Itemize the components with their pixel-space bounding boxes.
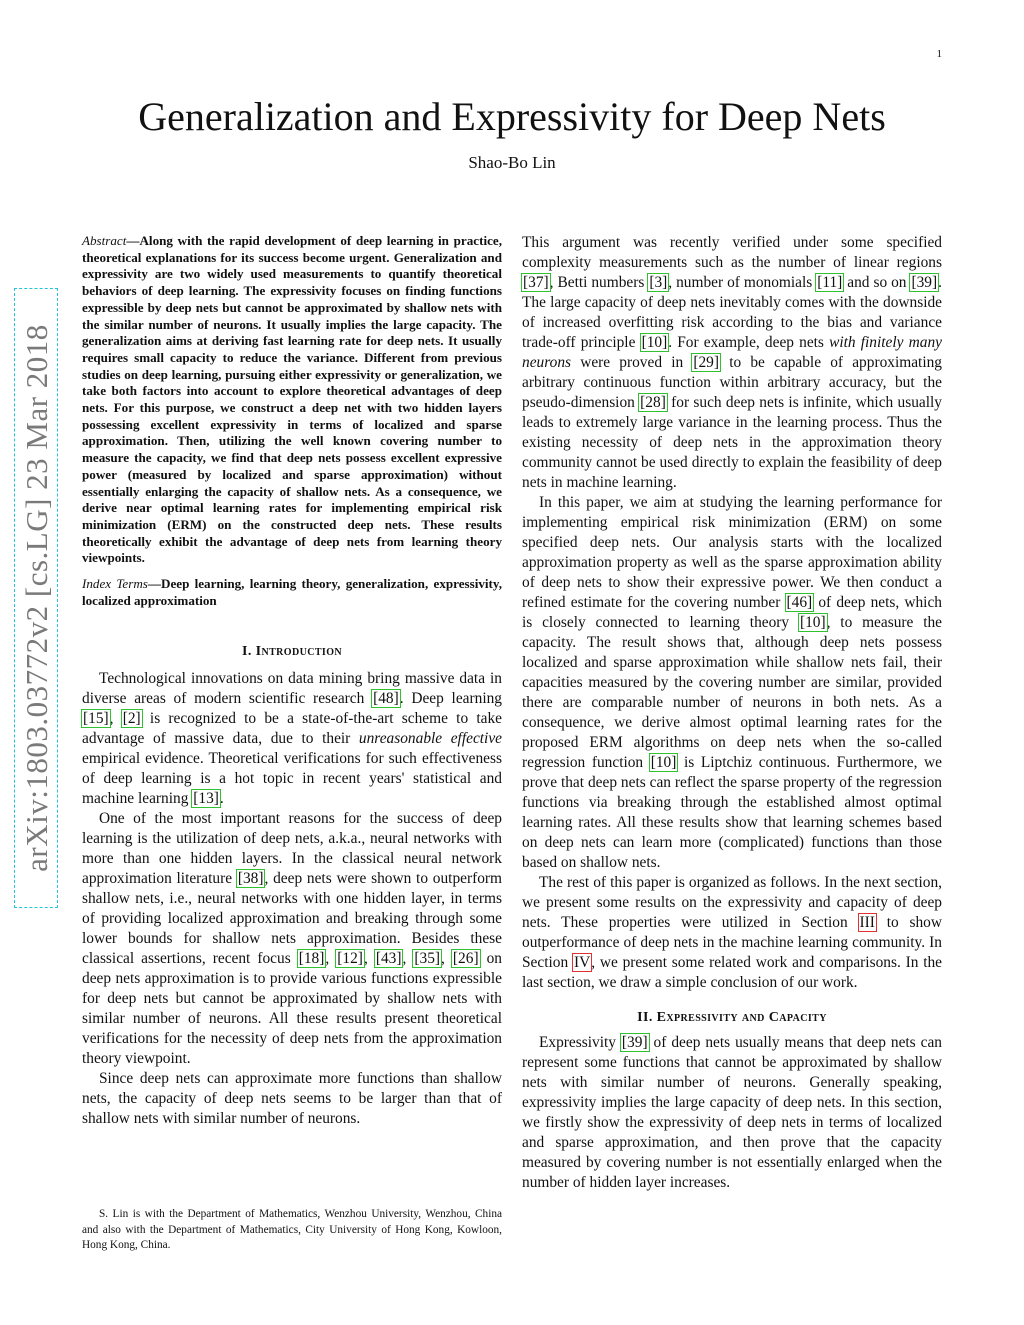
index-terms-text: —Deep learning, learning theory, generalization, expressivity, localized approximation [82, 576, 503, 608]
paper-author: Shao-Bo Lin [468, 153, 556, 172]
intro-paragraph-3: Since deep nets can approximate more functions than shallow nets, the capacity of deep nets seems to be larger than that of shallow nets with similar number of neurons. [82, 1070, 502, 1128]
citation-link[interactable]: [2] [122, 710, 141, 728]
right-paragraph-2: In this paper, we aim at studying the learning performance for implementing empirical risk minimization (ERM) on some specified deep nets. Our analysis starts with the localized approximation property as well as the sparse approximation ability of deep nets to show their expressive power. We then conduct a refined estimate for the covering number [46] of deep nets, which is closely connected to learning theory [10], to measure the capacity. The result shows that, although deep nets possess localized and sparse approximation while shallow nets fail, their capacities measured by the covering number are similar, provided there are comparable number of neurons in both nets. As a consequence, we derive almost optimal learning rates for the proposed ERM algorithms on deep nets when the so-called regression function [10] is Liptchiz continuous. Furthermore, we prove that deep nets can reflect the sparse property of the regression functions via breaking through the established almost optimal learning rates. All these results show that learning schemes based on deep nets can learn more (complicated) functions than those based on shallow nets. [522, 494, 942, 871]
section-heading-introduction: I. Introduction [241, 644, 342, 660]
citation-link[interactable]: [29] [693, 354, 720, 371]
citation-link[interactable]: [35] [414, 950, 441, 968]
section-heading-expressivity: II. Expressivity and Capacity [637, 1010, 827, 1025]
intro-paragraph-1: Technological innovations on data mining bring massive data in diverse areas of modern scientific research [48]. Deep learning [15], [2] is recognized to be a state-of-the-art scheme to take advantage of massive data, due to their unreasonable effective empirical evidence. Theoretical verifications for such effectiveness of deep learning is a hot topic in recent years' statistical and machine learning [13]. [82, 670, 502, 808]
citation-link[interactable]: [39] [911, 274, 938, 291]
section2-paragraph-1: Expressivity [39] of deep nets usually means that deep nets can represent some functions that cannot be approximated by shallow nets with similar number of neurons. Generally speaking, expressivity implies the large capacity of deep nets. In this section, we firstly show the expressivity of deep nets in terms of localized and sparse approximation, and then prove that the capacity measured by covering number is not essentially enlarged when the number of hidden layer increases. [522, 1034, 942, 1191]
index-terms [82, 576, 502, 609]
right-column [522, 233, 942, 1193]
citation-link[interactable]: [39] [621, 1034, 648, 1051]
citation-link[interactable]: [48] [373, 690, 399, 708]
citation-link[interactable]: [18] [298, 950, 325, 968]
citation-link[interactable]: [10] [641, 334, 668, 351]
citation-link[interactable]: [11] [817, 274, 843, 291]
section-reference-link[interactable]: IV [573, 954, 591, 971]
citation-link[interactable]: [46] [786, 594, 813, 611]
paper-title: Generalization and Expressivity for Deep Nets [138, 94, 886, 139]
page-number: 1 [936, 48, 942, 60]
citation-link[interactable]: [10] [650, 754, 677, 771]
citation-link[interactable]: [12] [337, 950, 363, 968]
abstract [82, 233, 502, 567]
intro-paragraph-2: One of the most important reasons for the success of deep learning is the utilization of deep nets, a.k.a., neural networks with more than one hidden layers. In the classical neural network approximation literature [38], deep nets were shown to outperform shallow nets, i.e., neural networks with one hidden layer, in terms of providing localized approximation and breaking through some lower bounds for shallow nets approximation. Besides these classical assertions, recent focus [18], [12], [43], [35], [26] on deep nets approximation is to provide various functions expressible for deep nets but cannot be approximated by shallow nets with similar number of neurons. All these results present theoretical verifications for the necessity of deep nets from the approximation theory viewpoint. [82, 810, 503, 1068]
arxiv-identifier-stamp[interactable]: arXiv:1803.03772v2 [cs.LG] 23 Mar 2018 [14, 288, 58, 908]
right-paragraph-3: The rest of this paper is organized as follows. In the next section, we present some results on the expressivity and capacity of deep nets. These properties were utilized in Section III to show outperformance of deep nets in the machine learning community. In Section IV, we present some related work and comparisons. In the last section, we draw a simple conclusion of our work. [522, 874, 942, 991]
citation-link[interactable]: [43] [375, 950, 402, 968]
citation-link[interactable]: [15] [83, 710, 109, 728]
abstract-text: —Along with the rapid development of deep learning in practice, theoretical explanations for its success become urgent. Generalization and expressivity are two widely used measurements to quantify theoretical behaviors of deep learning. The expressivity focuses on finding functions expressible by deep nets but cannot be approximated by shallow nets with the similar number of neurons. It usually implies the large capacity. The generalization aims at deriving fast learning rate for deep nets. It usually requires small capacity to reduce the variance. Different from previous studies on deep learning, pursuing either expressivity or generalization, we take both factors into account to explore theoretical advantages of deep nets. For this purpose, we construct a deep net with two hidden layers possessing excellent expressivity in terms of localized and sparse approximation. Then, utilizing the well known covering number to measure the capacity, we find that deep nets possess excellent expressive power (measured by localized and sparse approximation) without essentially enlarging the capacity of shallow nets. As a consequence, we derive near optimal learning rates for implementing empirical risk minimization (ERM) on the constructed deep nets. These results theoretically exhibit the advantage of deep nets from learning theory viewpoints. [82, 233, 502, 566]
citation-link[interactable]: [28] [640, 394, 666, 411]
right-paragraph-1: This argument was recently verified under some specified complexity measurements such as the number of linear regions [37], Betti numbers [3], number of monomials [11] and so on [39]. The large capacity of deep nets inevitably comes with the downside of increased overfitting risk according to the bias and variance trade-off principle [10]. For example, deep nets with finitely many neurons were proved in [29] to be capable of approximating arbitrary continuous function within arbitrary accuracy, but the pseudo-dimension [28] for such deep nets is infinite, which usually leads to extremely large variance in the learning process. Thus the existing necessity of deep nets in the approximation theory community cannot be used directly to explain the feasibility of deep nets in machine learning. [522, 234, 942, 491]
citation-link[interactable]: [38] [237, 870, 264, 888]
citation-link[interactable]: [37] [523, 274, 549, 291]
citation-link[interactable]: [10] [799, 614, 826, 631]
citation-link[interactable]: [3] [649, 274, 668, 291]
left-column [82, 233, 502, 1129]
section-reference-link[interactable]: III [859, 914, 875, 931]
citation-link[interactable]: [13] [193, 790, 219, 808]
index-terms-label: Index Terms [82, 576, 148, 592]
author-affiliation-footnote: S. Lin is with the Department of Mathematics, Wenzhou University, Wenzhou, China and also with the Department of Mathematics, City University of Hong Kong, Kowloon, Hong Kong, China. [82, 1208, 502, 1251]
citation-link[interactable]: [26] [452, 950, 479, 968]
abstract-label: Abstract [82, 233, 127, 248]
